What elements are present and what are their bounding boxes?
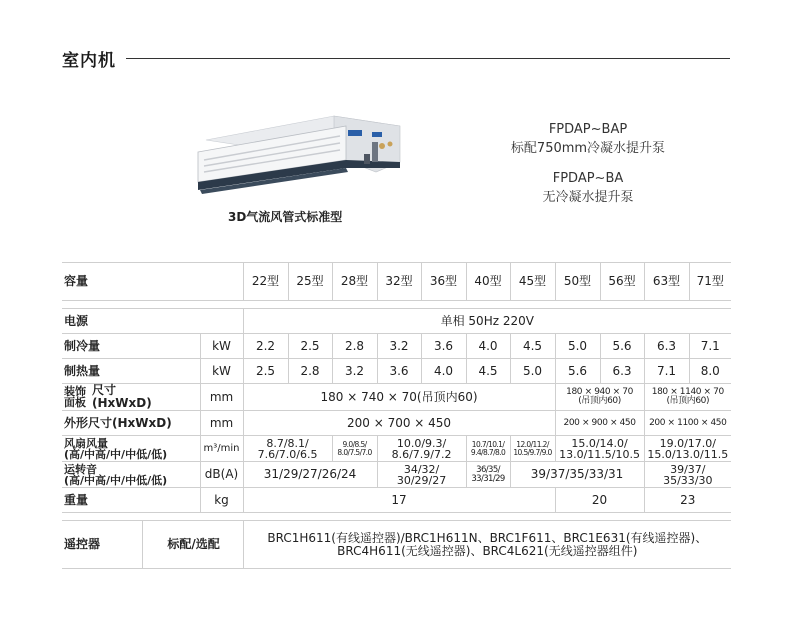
weight-value: 20 (555, 488, 644, 513)
cooling-value: 6.3 (644, 334, 689, 359)
model-code: FPDAP~BA (552, 171, 624, 186)
model-desc: 标配750mm冷凝水提升泵 (510, 141, 666, 156)
fan-value-b: 15.0/13.0/11.5 (647, 447, 729, 461)
cooling-value: 5.0 (555, 334, 600, 359)
table-row (62, 462, 731, 488)
weight-value: 23 (644, 488, 731, 513)
decor-label-a: 装饰 (64, 385, 86, 398)
section-title: 室内机 (62, 51, 116, 71)
cooling-value: 3.6 (421, 334, 466, 359)
fan-value-a: 12.0/11.2/ (516, 439, 549, 449)
section-header (62, 46, 730, 71)
cooling-value: 5.6 (600, 334, 644, 359)
decor-label-b: 面板 (64, 396, 86, 409)
noise-value-a: 34/32/ (403, 462, 440, 476)
model-header: 32型 (377, 263, 421, 301)
table-row (62, 488, 731, 513)
heating-value: 3.2 (332, 359, 377, 384)
fan-value-b: 13.0/11.5/10.5 (559, 447, 640, 461)
cooling-value: 7.1 (689, 334, 731, 359)
model-header: 40型 (466, 263, 510, 301)
noise-value (377, 462, 466, 488)
remote-label: 遥控器 (62, 521, 142, 569)
decor-value-b: (吊顶内60) (666, 396, 710, 406)
noise-label (62, 462, 200, 488)
outer-label: 外形尺寸(HxWxD) (62, 411, 200, 436)
decor-sub-label: 尺寸(HxWxD) (92, 383, 152, 410)
fan-value-a: 10.7/10.1/ (471, 439, 505, 449)
outer-unit: mm (200, 411, 243, 436)
table-row (62, 334, 731, 359)
spacer (62, 513, 731, 521)
noise-value (466, 462, 510, 488)
fan-value (377, 436, 466, 462)
noise-value (644, 462, 731, 488)
noise-unit: dB(A) (200, 462, 243, 488)
fan-value (644, 436, 731, 462)
spec-table (62, 262, 731, 569)
cooling-value: 2.2 (243, 334, 288, 359)
heating-value: 4.5 (466, 359, 510, 384)
fan-value-a: 10.0/9.3/ (396, 436, 447, 450)
model-group (496, 120, 680, 158)
fan-value (332, 436, 377, 462)
noise-value: 31/29/27/26/24 (243, 462, 377, 488)
fan-unit: m³/min (200, 436, 243, 462)
fan-value-a: 9.0/8.5/ (342, 439, 367, 449)
fan-value-a: 8.7/8.1/ (266, 436, 309, 450)
outer-value: 200 × 700 × 450 (243, 411, 555, 436)
fan-value-b: 8.0/7.5/7.0 (337, 447, 372, 457)
fan-value (243, 436, 332, 462)
table-row (62, 384, 731, 411)
spacer-row (62, 513, 731, 521)
noise-value-b: 30/29/27 (396, 473, 447, 487)
noise-value: 39/37/35/33/31 (510, 462, 644, 488)
cooling-value: 4.0 (466, 334, 510, 359)
heating-unit: kW (200, 359, 243, 384)
header-rule (126, 58, 730, 59)
noise-value-a: 39/37/ (670, 462, 706, 476)
heating-value: 3.6 (377, 359, 421, 384)
noise-value-b: 35/33/30 (663, 473, 713, 487)
cooling-value: 3.2 (377, 334, 421, 359)
power-value: 单相 50Hz 220V (243, 309, 731, 334)
model-header: 28型 (332, 263, 377, 301)
ducted-indoor-unit-image (186, 110, 416, 200)
cooling-value: 2.8 (332, 334, 377, 359)
heating-value: 6.3 (600, 359, 644, 384)
fan-label-a: 风扇风量 (64, 436, 108, 450)
table-row (62, 309, 731, 334)
product-caption: 3D气流风管式标准型 (228, 210, 343, 224)
spacer-row (62, 301, 731, 309)
heating-value: 4.0 (421, 359, 466, 384)
decor-value (555, 384, 644, 411)
weight-label: 重量 (62, 488, 200, 513)
model-header: 25型 (288, 263, 332, 301)
fan-value (555, 436, 644, 462)
spacer (62, 301, 731, 309)
cooling-value: 2.5 (288, 334, 332, 359)
power-label: 电源 (62, 309, 243, 334)
decor-value-b: (吊顶内60) (578, 396, 621, 406)
table-row (62, 263, 731, 301)
table-row (62, 436, 731, 462)
model-header: 45型 (510, 263, 555, 301)
fan-value-b: 9.4/8.7/8.0 (470, 447, 506, 457)
decor-value (644, 384, 731, 411)
fan-value (466, 436, 510, 462)
outer-value: 200 × 1100 × 450 (644, 411, 731, 436)
fan-value (510, 436, 555, 462)
remote-line-2: BRC4H611(无线遥控器)、BRC4L621(无线遥控器组件) (337, 543, 638, 558)
heating-value: 8.0 (689, 359, 731, 384)
table-row (62, 411, 731, 436)
heating-value: 5.6 (555, 359, 600, 384)
model-group (496, 169, 680, 207)
decor-value-a: 180 × 1140 × 70 (651, 387, 724, 397)
fan-label-b: (高/中高/中/中低/低) (64, 447, 168, 461)
model-header: 56型 (600, 263, 644, 301)
model-header: 63型 (644, 263, 689, 301)
model-header: 22型 (243, 263, 288, 301)
fan-value-b: 10.5/9.7/9.0 (513, 447, 552, 457)
fan-value-b: 8.6/7.9/7.2 (391, 447, 452, 461)
remote-sub-label: 标配/选配 (142, 521, 243, 569)
weight-value: 17 (243, 488, 555, 513)
remote-value (243, 521, 731, 569)
cooling-value: 4.5 (510, 334, 555, 359)
heating-value: 2.5 (243, 359, 288, 384)
decor-value: 180 × 740 × 70(吊顶内60) (243, 384, 555, 411)
remote-line-1: BRC1H611(有线遥控器)/BRC1H611N、BRC1F611、BRC1E631(有线遥控器)、 (267, 530, 708, 545)
cooling-label: 制冷量 (62, 334, 200, 359)
model-list (496, 120, 680, 218)
fan-value-a: 19.0/17.0/ (659, 436, 716, 450)
model-header: 36型 (421, 263, 466, 301)
table-row (62, 521, 731, 569)
table-row (62, 359, 731, 384)
outer-value: 200 × 900 × 450 (555, 411, 644, 436)
noise-value-b: 33/31/29 (471, 473, 505, 484)
capacity-label: 容量 (62, 263, 243, 301)
heating-label: 制热量 (62, 359, 200, 384)
fan-value-b: 7.6/7.0/6.5 (257, 447, 318, 461)
fan-value-a: 15.0/14.0/ (571, 436, 628, 450)
heating-value: 7.1 (644, 359, 689, 384)
model-code: FPDAP~BAP (548, 122, 628, 137)
heating-value: 5.0 (510, 359, 555, 384)
fan-label (62, 436, 200, 462)
model-desc: 无冷凝水提升泵 (542, 190, 634, 205)
weight-unit: kg (200, 488, 243, 513)
decor-unit: mm (200, 384, 243, 411)
noise-label-b: (高/中高/中/中低/低) (64, 473, 168, 487)
model-header: 71型 (689, 263, 731, 301)
decor-value-a: 180 × 940 × 70 (566, 387, 633, 397)
heating-value: 2.8 (288, 359, 332, 384)
model-header: 50型 (555, 263, 600, 301)
noise-value-a: 36/35/ (476, 464, 500, 475)
cooling-unit: kW (200, 334, 243, 359)
noise-label-a: 运转音 (64, 462, 97, 476)
